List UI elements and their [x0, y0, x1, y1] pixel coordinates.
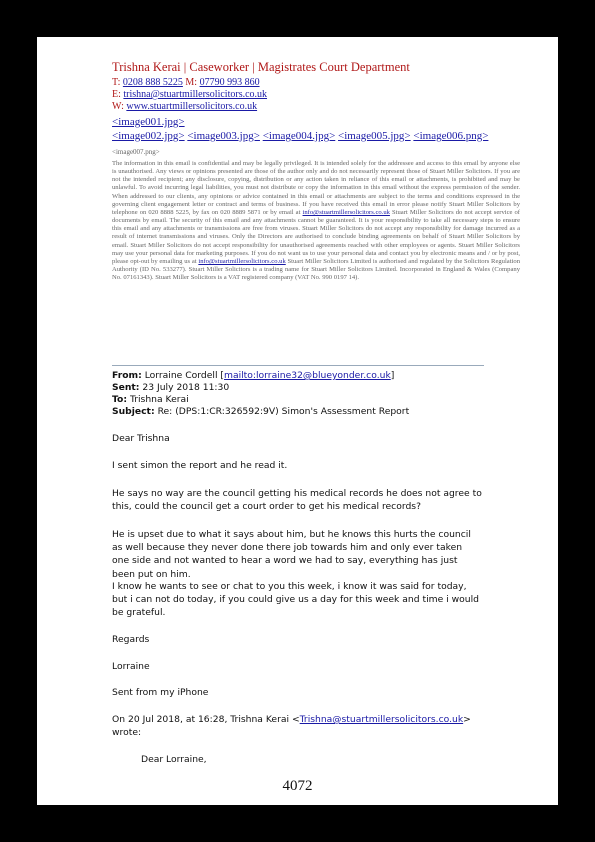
subject-text: Re: (DPS:1:CR:326592:9V) Simon's Assessment Report — [157, 406, 410, 417]
body-paragraph-2: He says no way are the council getting his medical records he does not agree to this, could the council get a court order to get his medical records? — [112, 488, 482, 513]
disclaimer-email-link[interactable]: info@stuartmillersolicitors.co.uk — [198, 257, 286, 265]
image-link[interactable]: <image006.png> — [413, 130, 489, 142]
quoted-greeting: Dear Lorraine, — [141, 754, 207, 765]
quoted-reply-header — [112, 713, 482, 739]
from-mailto-link[interactable]: mailto:lorraine32@blueyonder.co.uk — [224, 370, 391, 381]
subject-label: Subject: — [112, 406, 155, 417]
tel-label: T: — [112, 77, 121, 88]
email-from-line — [112, 370, 394, 381]
signature-email-link[interactable]: trishna@stuartmillersolicitors.co.uk — [123, 89, 268, 100]
sent-label: Sent: — [112, 382, 140, 393]
signature-email-line — [112, 89, 267, 100]
to-label: To: — [112, 394, 128, 405]
mobile-label: M: — [185, 77, 198, 88]
image-placeholder: <image007.png> — [112, 148, 160, 156]
body-regards: Regards — [112, 634, 150, 645]
body-paragraph-3: He is upset due to what it says about him, but he knows this hurts the council as well because they never done there job towards him and only ever taken one side and not wanted to hear a word we had to say, everything has just been put on him. — [112, 529, 471, 580]
from-label: From: — [112, 370, 142, 381]
web-label: W: — [112, 101, 124, 112]
header-divider — [112, 365, 484, 366]
disclaimer-text: The information in this email is confidential and may be legally privileged. It is intended solely for the addressee and access to this email by anyone else is unauthorised. Any views or opinions presented are those of the author only and do not necessarily represent those of Stuart Miller Solicitors. If you are not the intended recipient; any disclosure, copying, distribution or any action taken in reliance of this email or attachments, is prohibited and may be unlawful. To avoid incurring legal liabilities, you must not distribute or copy the information in this email without the express permission of the sender. When addressed to our clients, any opinions or advice contained in this email or attachments are subject to the terms and conditions expressed in the governing client engagement letter or contract and terms of business. If you have received this email in error please notify Stuart Miller Solicitors by telephone on 020 8888 5225, by fax on 020 8889 5871 or by email at — [112, 160, 520, 216]
from-close: ] — [390, 370, 395, 381]
body-sent-from: Sent from my iPhone — [112, 687, 209, 698]
email-subject-line — [112, 406, 409, 417]
email-label: E: — [112, 89, 121, 100]
disclaimer-email-link[interactable]: info@stuartmillersolicitors.co.uk — [302, 208, 390, 216]
body-signoff-name: Lorraine — [112, 661, 150, 672]
quote-prefix: On 20 Jul 2018, at 16:28, Trishna Kerai < — [112, 714, 300, 725]
body-greeting: Dear Trishna — [112, 433, 170, 444]
image-link[interactable]: <image005.jpg> — [338, 130, 411, 142]
tel-link[interactable]: 0208 888 5225 — [122, 77, 183, 88]
image-link[interactable]: <image004.jpg> — [262, 130, 336, 142]
page-number: 4072 — [282, 778, 313, 794]
from-name: Lorraine Cordell [ — [144, 370, 224, 381]
image-link[interactable]: <image003.jpg> — [187, 130, 260, 142]
sent-date: 23 July 2018 11:30 — [142, 382, 230, 393]
to-name: Trishna Kerai — [129, 394, 189, 405]
disclaimer-text: Stuart Miller Solicitors do not accept service of documents by email. The security of this email and any attachments cannot be guaranteed. It is your responsibility to take all necessary steps to ensure this email and any attachments or transmissions are free from viruses. Stuart Miller Solicitors do not accept any responsibility for damage incurred as a result of internet transmissions and viruses. Only the Directors are authorised to conclude binding agreements on behalf of Stuart Miller Solicitors by email. Stuart Miller Solicitors do not accept responsibility for unauthorised agreements reached with other employees or agents. Stuart Miller Solicitors may use your personal data for marketing purposes. If you do not want us to use your personal data and contact you by electronic means and / or by post, please opt-out by emailing us at — [112, 208, 520, 265]
image-link[interactable]: <image002.jpg> — [112, 130, 185, 142]
signature-title: Trishna Kerai | Caseworker | Magistrates Court Department — [112, 60, 410, 74]
email-to-line — [112, 394, 189, 405]
document-page — [37, 37, 558, 805]
signature-web-line — [112, 101, 257, 112]
image-link-row-1 — [112, 116, 185, 128]
legal-disclaimer — [112, 160, 520, 282]
quote-email-link[interactable]: Trishna@stuartmillersolicitors.co.uk — [299, 714, 464, 725]
body-paragraph-1: I sent simon the report and he read it. — [112, 460, 288, 471]
email-sent-line — [112, 382, 229, 393]
quote-wrote: wrote: — [112, 727, 142, 739]
image-link-row-2 — [112, 130, 488, 142]
disclaimer-text: Stuart Miller Solicitors Limited is authorised and regulated by the Solicitors Regulation Authority (ID No. 533277). Stuart Miller Solicitors is a trading name for Stuart Miller Solicitors Limited. Incorporated in England & Wales (Company No. 07161343). Stuart Miller Solicitors is a VAT registered company (VAT No. 990 0197 14). — [112, 257, 520, 282]
signature-website-link[interactable]: www.stuartmillersolicitors.co.uk — [126, 101, 258, 112]
quote-suffix: > — [463, 714, 471, 725]
image-link[interactable]: <image001.jpg> — [112, 116, 185, 128]
mobile-link[interactable]: 07790 993 860 — [199, 77, 260, 88]
signature-phone-line — [112, 77, 260, 88]
body-paragraph-4: I know he wants to see or chat to you this week, i know it was said for today, but i can not do today, if you could give us a day for this week and time i would be grateful. — [112, 581, 479, 619]
